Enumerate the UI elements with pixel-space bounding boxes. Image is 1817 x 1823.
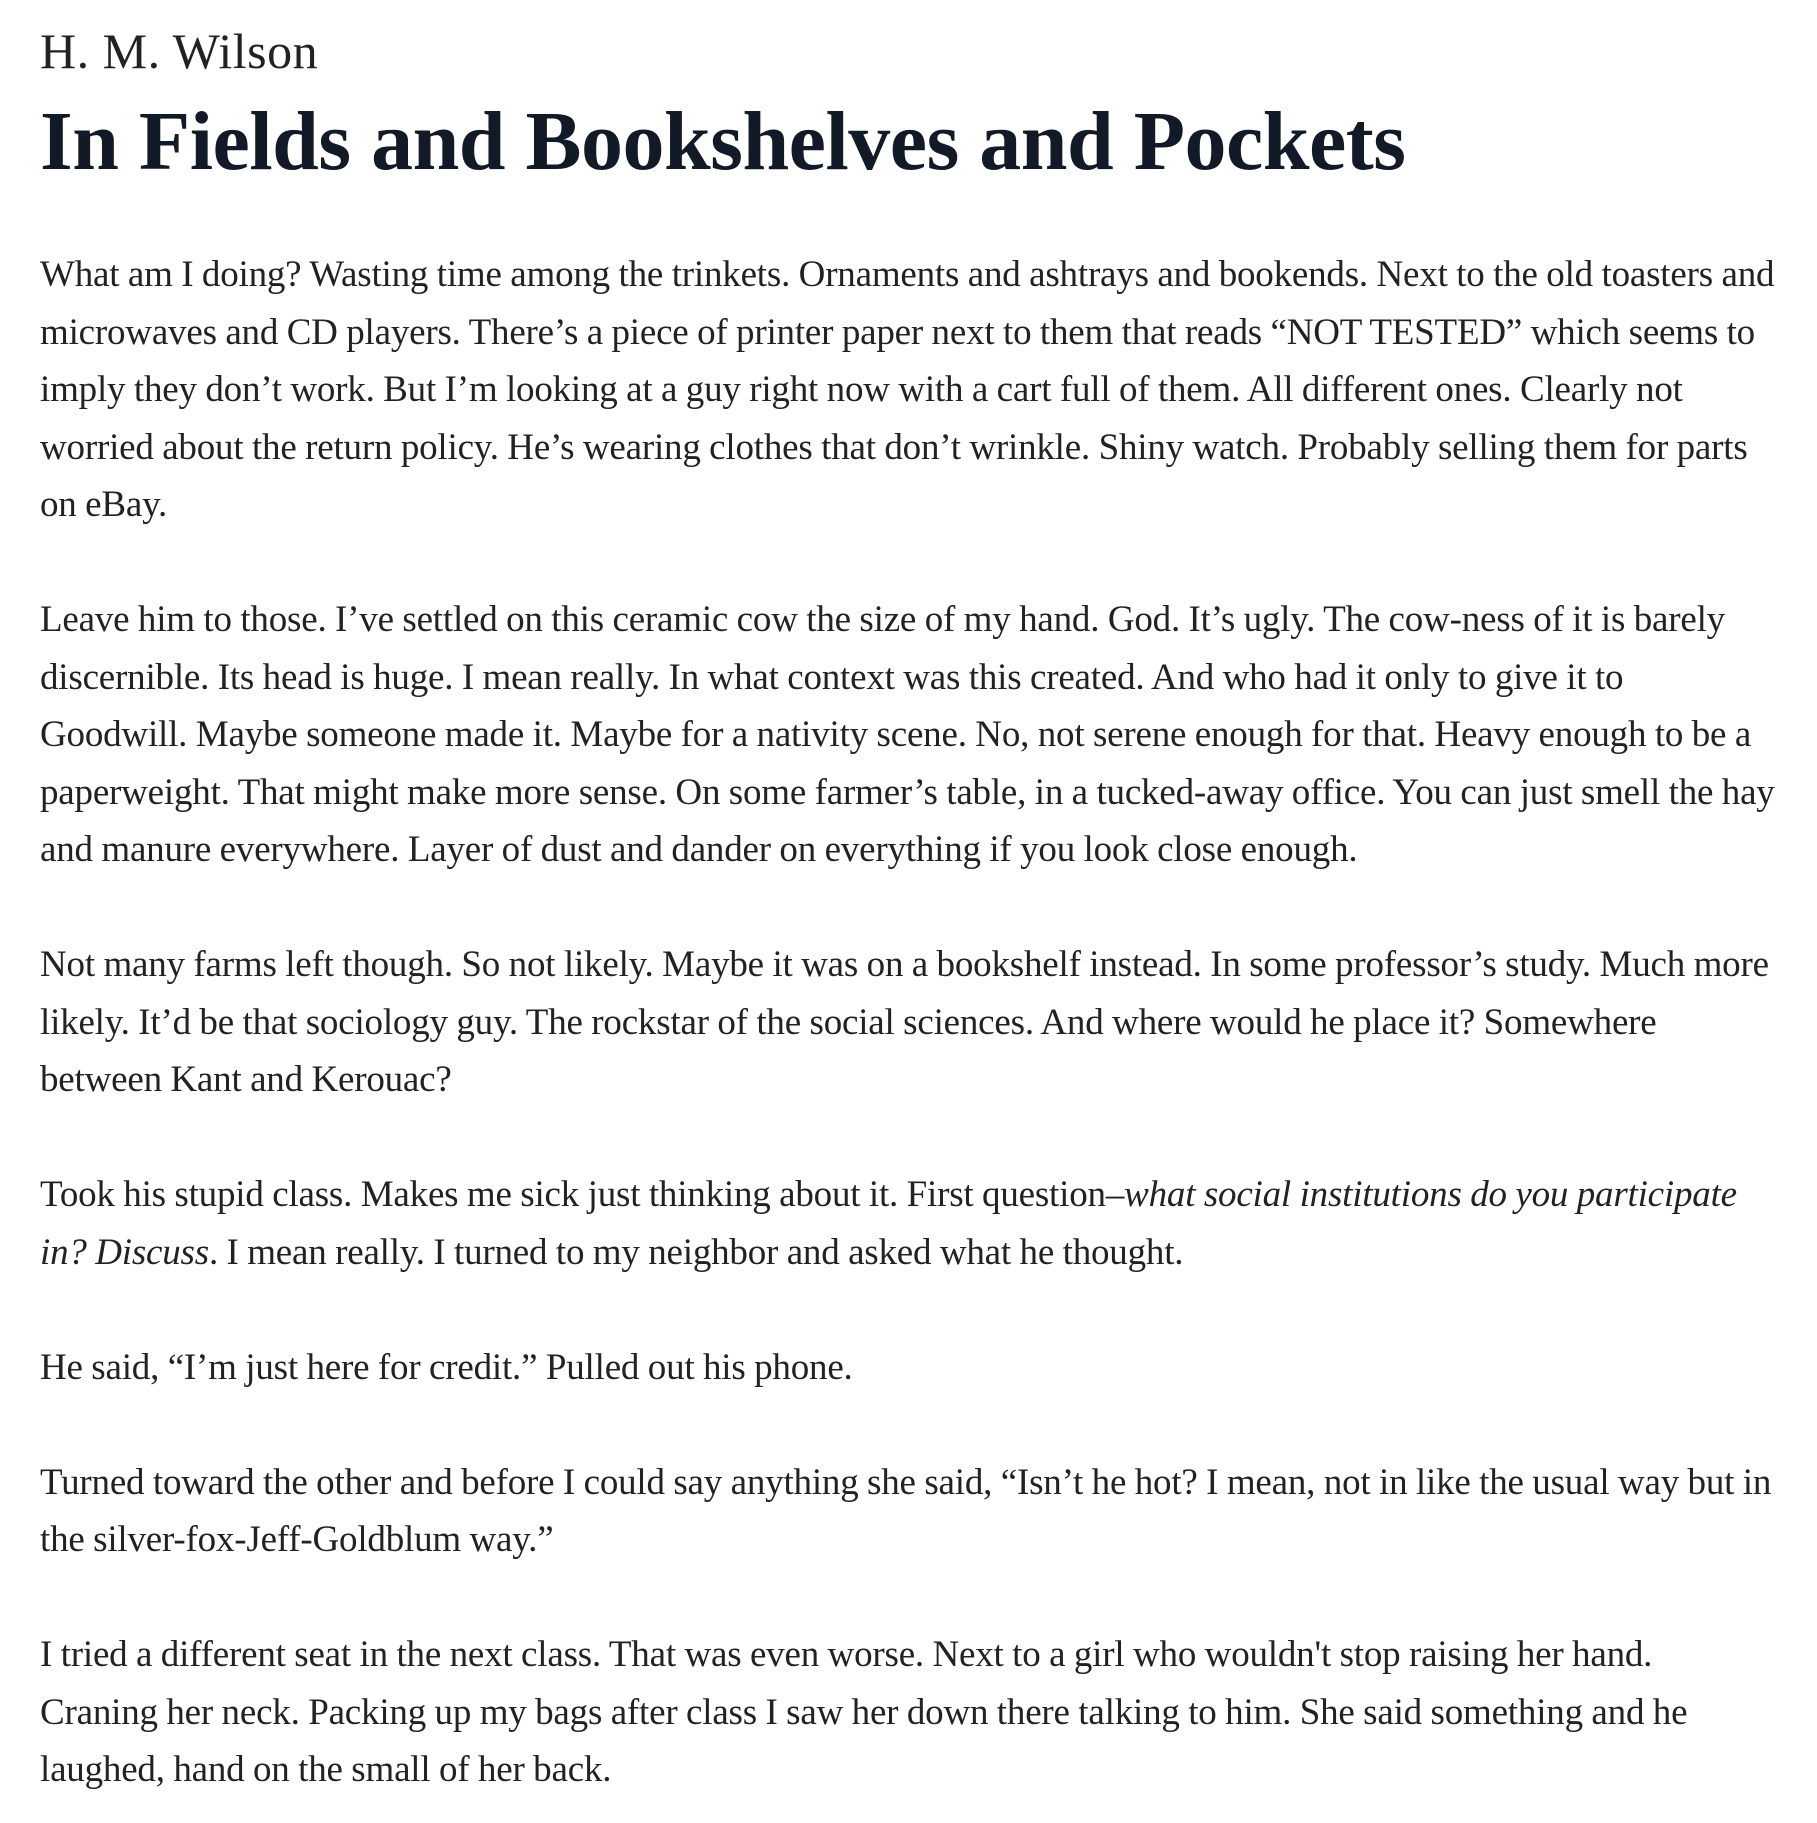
paragraph-4 [40,1166,1777,1281]
paragraph-4-end: . I mean really. I turned to my neighbor and asked what he thought. [208,1231,1184,1273]
story-title: In Fields and Bookshelves and Pockets [40,95,1406,188]
paragraph-6: Turned toward the other and before I could say anything she said, “Isn’t he hot? I mean, not in like the usual way but in the silver-fox-Jeff-Goldblum way.” [40,1461,1772,1560]
paragraph-5: He said, “I’m just here for credit.” Pulled out his phone. [40,1346,853,1388]
paragraph-4-italic-question: what social institutions do you participate in? Discuss [40,1174,1737,1273]
paragraph-1: What am I doing? Wasting time among the trinkets. Ornaments and ashtrays and bookends. Next to the old toasters and microwaves and CD players. There’s a piece of printer paper next to them that reads “NOT TESTED” which seems to imply they don’t work. But I’m looking at a guy right now with a cart full of them. All different ones. Clearly not worried about the return policy. He’s wearing clothes that don’t wrinkle. Shiny watch. Probably selling them for parts on eBay. [40,254,1775,525]
paragraph-2: Leave him to those. I’ve settled on this ceramic cow the size of my hand. God. It’s ugly. The cow-ness of it is barely discernible. Its head is huge. I mean really. In what context was this created. And who had it only to give it to Goodwill. Maybe someone made it. Maybe for a nativity scene. No, not serene enough for that. Heavy enough to be a paperweight. That might make more sense. On some farmer’s table, in a tucked-away office. You can just smell the hay and manure everywhere. Layer of dust and dander on everything if you look close enough. [40,599,1775,870]
author-name: H. M. Wilson [40,23,319,79]
story-body [40,246,1777,1799]
paragraph-3: Not many farms left though. So not likely. Maybe it was on a bookshelf instead. In some professor’s study. Much more likely. It’d be that sociology guy. The rockstar of the social sciences. And where would he place it? Somewhere between Kant and Kerouac? [40,944,1769,1100]
paragraph-4-start: Took his stupid class. Makes me sick just thinking about it. First question– [40,1174,1125,1215]
paragraph-7: I tried a different seat in the next class. That was even worse. Next to a girl who wouldn't stop raising her hand. Craning her neck. Packing up my bags after class I saw her down there talking to him. She said something and he laughed, hand on the small of her back. [40,1634,1688,1790]
